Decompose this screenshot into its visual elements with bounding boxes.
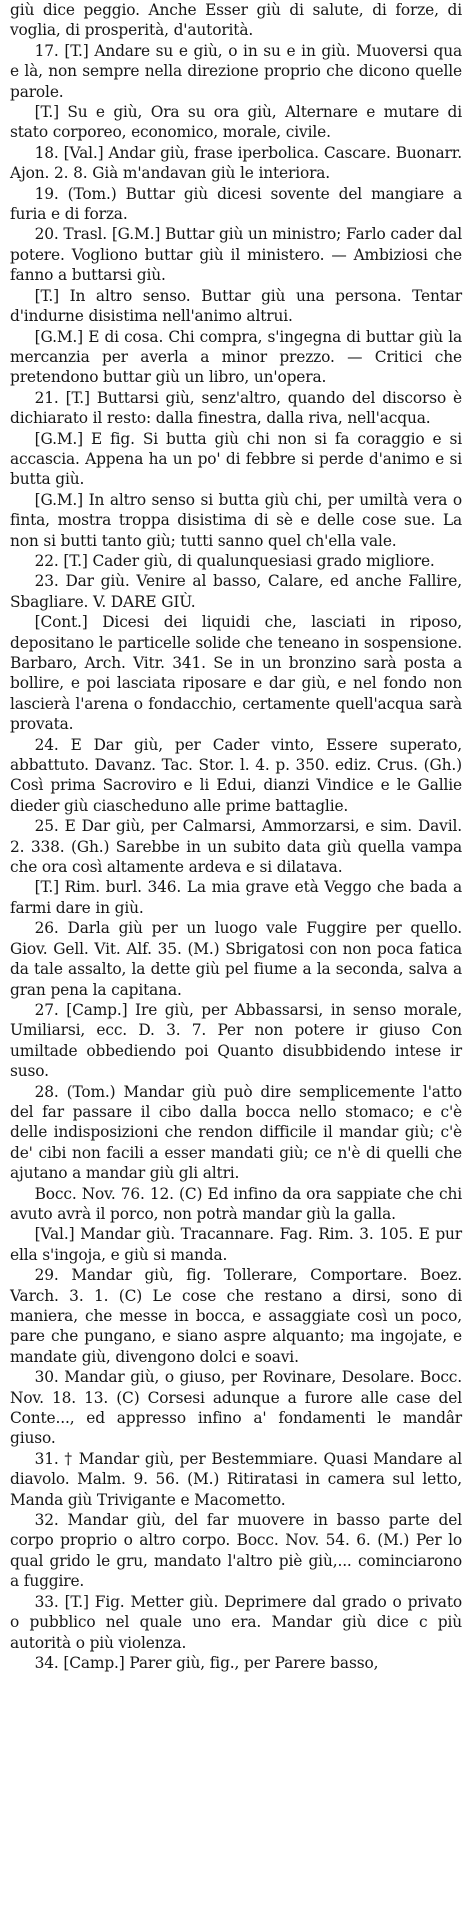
entry-paragraph: 26. Darla giù per un luogo vale Fuggire per quello. Giov. Gell. Vit. Alf. 35. (M.) Sbrigatosi con non poca fatica da tale assalto, la dette giù pel fiume a la seconda, salva a gran pena la capitana. [10, 919, 462, 999]
entry-paragraph: 17. [T.] Andare su e giù, o in su e in giù. Muoversi qua e là, non sempre nella direzione proprio che dicono quelle parole. [10, 41, 462, 101]
entry-paragraph: 31. † Mandar giù, per Bestemmiare. Quasi Mandare al diavolo. Malm. 9. 56. (M.) Ritiratasi in camera sul letto, Manda giù Trivigante e Macometto. [10, 1449, 462, 1509]
entry-paragraph: 18. [Val.] Andar giù, frase iperbolica. Cascare. Buonarr. Ajon. 2. 8. Già m'andavan giù le interiora. [10, 143, 462, 183]
entry-paragraph: 20. Trasl. [G.M.] Buttar giù un ministro; Farlo cader dal potere. Vogliono buttar giù il ministero. — Ambiziosi che fanno a buttarsi giù. [10, 225, 462, 285]
entry-paragraph: 32. Mandar giù, del far muovere in basso parte del corpo proprio o altro corpo. Bocc. Nov. 54. 6. (M.) Per lo qual grido le gru, mandato l'altro piè giù,... cominciarono a fuggire. [10, 1511, 462, 1591]
entry-paragraph: 29. Mandar giù, fig. Tollerare, Comportare. Boez. Varch. 3. 1. (C) Le cose che restano a dirsi, sono di maniera, che messe in bocca, e assaggiate così un poco, pare che pungano, e siano aspre alquanto; ma ingojate, e mandate giù, divengono dolci e soavi. [10, 1266, 462, 1366]
entry-paragraph: 30. Mandar giù, o giuso, per Rovinare, Desolare. Bocc. Nov. 18. 13. (C) Corsesi adunque a furore alle case del Conte..., ed appresso infino a' fondamenti le mandâr giuso. [10, 1368, 462, 1448]
entry-paragraph: 22. [T.] Cader giù, di qualunquesiasi grado migliore. [34, 551, 435, 570]
entry-paragraph: 23. Dar giù. Venire al basso, Calare, ed anche Fallire, Sbagliare. V. DARE GIÙ. [10, 572, 462, 611]
entry-paragraph: 19. (Tom.) Buttar giù dicesi sovente del mangiare a furia e di forza. [10, 184, 462, 224]
entry-paragraph: 24. E Dar giù, per Cader vinto, Essere superato, abbattuto. Davanz. Tac. Stor. l. 4. p. 350. ediz. Crus. (Gh.) Così prima Sacroviro e li Edui, dianzi Vindice e le Gallie dieder giù ciascheduno alle prime battaglie. [10, 735, 462, 815]
entry-paragraph: [T.] Su e giù, Ora su ora giù, Alternare e mutare di stato corporeo, economico, morale, civile. [10, 103, 462, 142]
entry-paragraph: [T.] In altro senso. Buttar giù una persona. Tentar d'indurne disistima nell'animo altrui. [10, 286, 462, 326]
entry-paragraph: 25. E Dar giù, per Calmarsi, Ammorzarsi, e sim. Davil. 2. 338. (Gh.) Sarebbe in un subito data giù quella vampa che ora così altamente ardeva e si dilatava. [10, 817, 462, 877]
entry-paragraph: [G.M.] In altro senso si butta giù chi, per umiltà vera o finta, mostra troppa disistima di sè e delle cose sue. La non si butti tanto giù; tutti sanno quel ch'ella vale. [10, 490, 462, 550]
entry-paragraph: [Cont.] Dicesi dei liquidi che, lasciati in riposo, depositano le particelle solide che teneano in sospensione. Barbaro, Arch. Vitr. 341. Se in un bronzino sarà posta a bollire, e poi lasciata riposare e dar giù, e nel fondo non lascierà l'arena o fondacchio, certamente quell'acqua sarà provata. [10, 613, 462, 734]
entry-paragraph: 34. [Camp.] Parer giù, fig., per Parere basso, [34, 1653, 379, 1672]
entry-paragraph: [Val.] Mandar giù. Tracannare. Fag. Rim. 3. 105. E pur ella s'ingoja, e giù si manda. [10, 1225, 462, 1264]
entry-paragraph: [G.M.] E di cosa. Chi compra, s'ingegna di buttar giù la mercanzia per averla a minor prezzo. — Critici che pretendono buttar giù un libro, un'opera. [10, 327, 462, 387]
entry-paragraph: 27. [Camp.] Ire giù, per Abbassarsi, in senso morale, Umiliarsi, ecc. D. 3. 7. Per non potere ir giuso Con umiltade obbediendo poi Quanto disubbidendo intese ir suso. [10, 1000, 462, 1081]
entry-paragraph: 28. (Tom.) Mandar giù può dire semplicemente l'atto del far passare il cibo dalla bocca nello stomaco; e c'è delle indisposizioni che rendon difficile il mandar giù; c'è de' cibi non facili a esser mandati giù; ce n'è di quelli che ajutano a mandar giù gli altri. [10, 1082, 462, 1183]
entry-paragraph: 33. [T.] Fig. Metter giù. Deprimere dal grado o privato o pubblico nel quale uno era. Mandar giù dice c più autorità o più violenza. [10, 1592, 462, 1652]
entry-paragraph: 21. [T.] Buttarsi giù, senz'altro, quando del discorso è dichiarato il resto: dalla finestra, dalla riva, nell'acqua. [10, 388, 462, 428]
entry-paragraph: [T.] Rim. burl. 346. La mia grave età Veggo che bada a farmi dare in giù. [10, 878, 462, 917]
entry-paragraph: [G.M.] E fig. Si butta giù chi non si fa coraggio e si accascia. Appena ha un po' di febbre si perde d'animo e si butta giù. [10, 429, 462, 489]
entry-paragraph: giù dice peggio. Anche Esser giù di salute, di forze, di voglia, di prosperità, d'autorità. [10, 1, 462, 40]
entry-paragraph: Bocc. Nov. 76. 12. (C) Ed infino da ora sappiate che chi avuto avrà il porco, non potrà mandar giù la galla. [10, 1184, 462, 1223]
